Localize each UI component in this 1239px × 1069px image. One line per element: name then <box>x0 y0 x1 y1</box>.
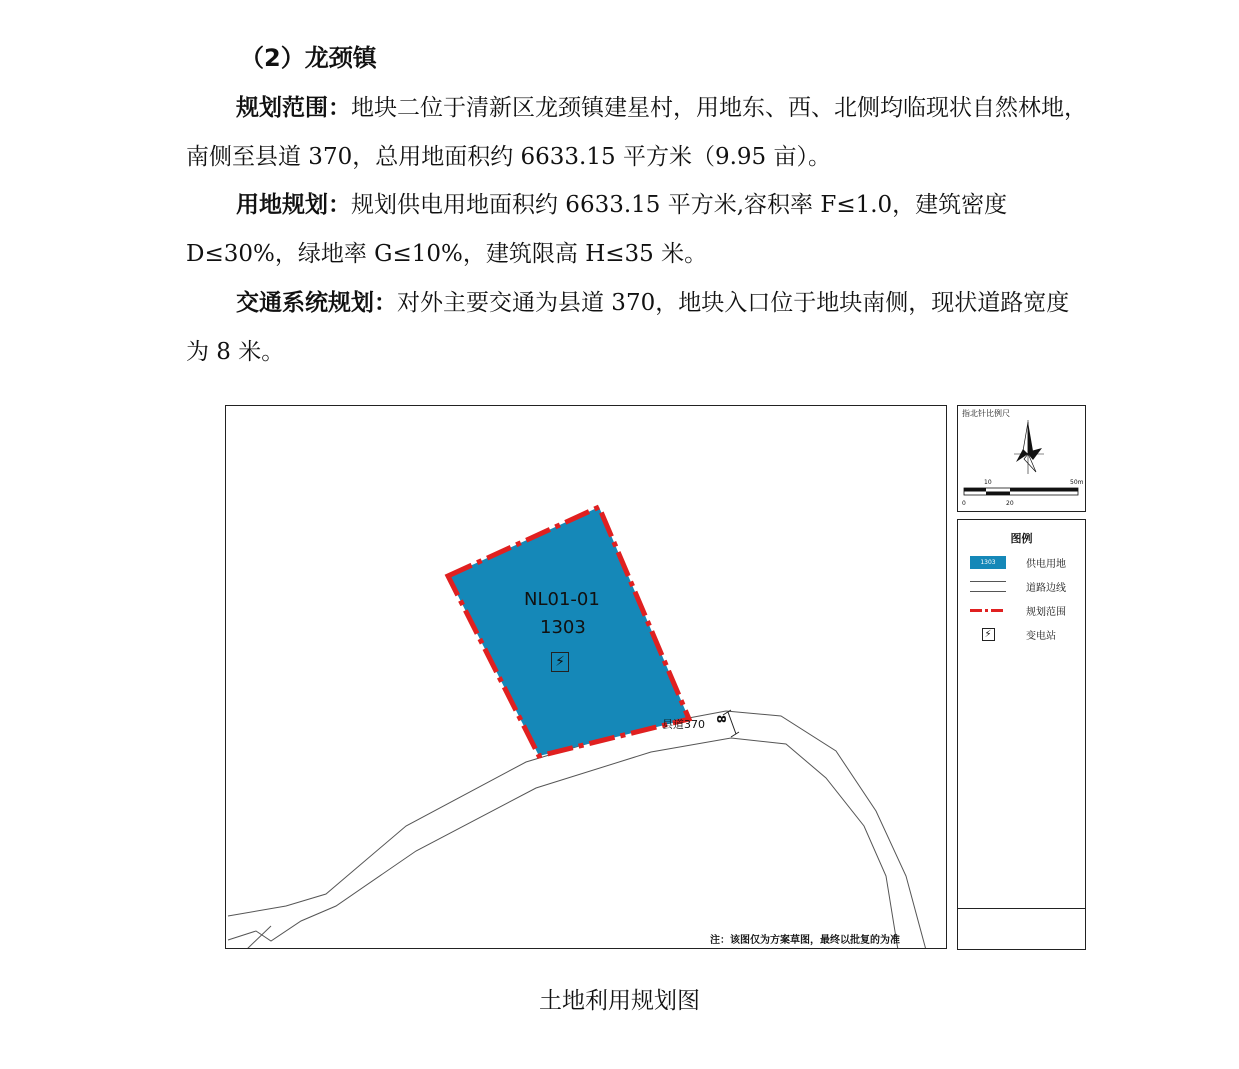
scale-label-10: 10 <box>984 479 992 486</box>
paragraph-text: 规划供电用地面积约 6633.15 平方米,容积率 F≤1.0，建筑密度 D≤30%，绿地率 G≤10%，建筑限高 H≤35 米。 <box>186 192 1008 267</box>
substation-icon: ⚡ <box>970 628 1006 641</box>
scale-label-20: 20 <box>1006 500 1014 507</box>
section-heading: （2）龙颈镇 <box>240 44 377 72</box>
paragraph-text: 对外主要交通为县道 370，地块入口位于地块南侧，现状道路宽度为 8 米。 <box>186 290 1070 365</box>
paragraph-traffic <box>186 279 1092 377</box>
legend-divider <box>958 908 1085 909</box>
plan-boundary-swatch <box>970 604 1006 617</box>
paragraph-planning-scope <box>186 84 1092 182</box>
scale-label-50m: 50m <box>1070 479 1084 486</box>
legend-title: 图例 <box>1010 532 1033 545</box>
paragraph-label: 交通系统规划： <box>236 290 397 316</box>
power-land-swatch: 1303 <box>970 556 1006 569</box>
legend-label: 道路边线 <box>1026 582 1066 594</box>
scale-label-0: 0 <box>962 500 966 507</box>
parcel-code-label: NL01-01 <box>524 589 600 610</box>
scale-bar <box>964 488 1078 495</box>
road-branch <box>246 926 271 949</box>
road-edge-swatch <box>970 581 1006 592</box>
legend-label: 规划范围 <box>1026 606 1066 618</box>
legend-item-substation <box>970 626 1056 642</box>
paragraph-label: 用地规划： <box>236 192 351 218</box>
map-note: 注：该图仅为方案草图，最终以批复的为准 <box>710 935 900 946</box>
road-width-label: 8 <box>714 714 729 724</box>
land-use-code-label: 1303 <box>540 617 586 638</box>
paragraph-label: 规划范围： <box>236 95 351 121</box>
road-edge-south <box>228 738 898 949</box>
compass-scale-box <box>957 405 1086 512</box>
north-arrow-icon <box>958 406 1087 513</box>
legend-label: 变电站 <box>1026 630 1056 642</box>
compass-title: 指北针比例尺 <box>962 409 1010 418</box>
paragraph-land-use <box>186 181 1092 279</box>
substation-icon: ⚡ <box>551 652 569 672</box>
legend-item-power-land <box>970 554 1066 570</box>
legend-item-plan-boundary <box>970 602 1066 618</box>
land-use-map <box>225 405 947 949</box>
legend-box <box>957 519 1086 950</box>
road-name-label: 县道370 <box>662 718 705 731</box>
legend-item-road-edge <box>970 578 1066 594</box>
figure-caption: 土地利用规划图 <box>539 988 700 1014</box>
legend-label: 供电用地 <box>1026 558 1066 570</box>
map-drawing <box>226 406 947 949</box>
paragraph-text: 地块二位于清新区龙颈镇建星村，用地东、西、北侧均临现状自然林地，南侧至县道 370，总用地面积约 6633.15 平方米（9.95 亩）。 <box>186 95 1087 170</box>
road-edge-north <box>228 711 926 949</box>
